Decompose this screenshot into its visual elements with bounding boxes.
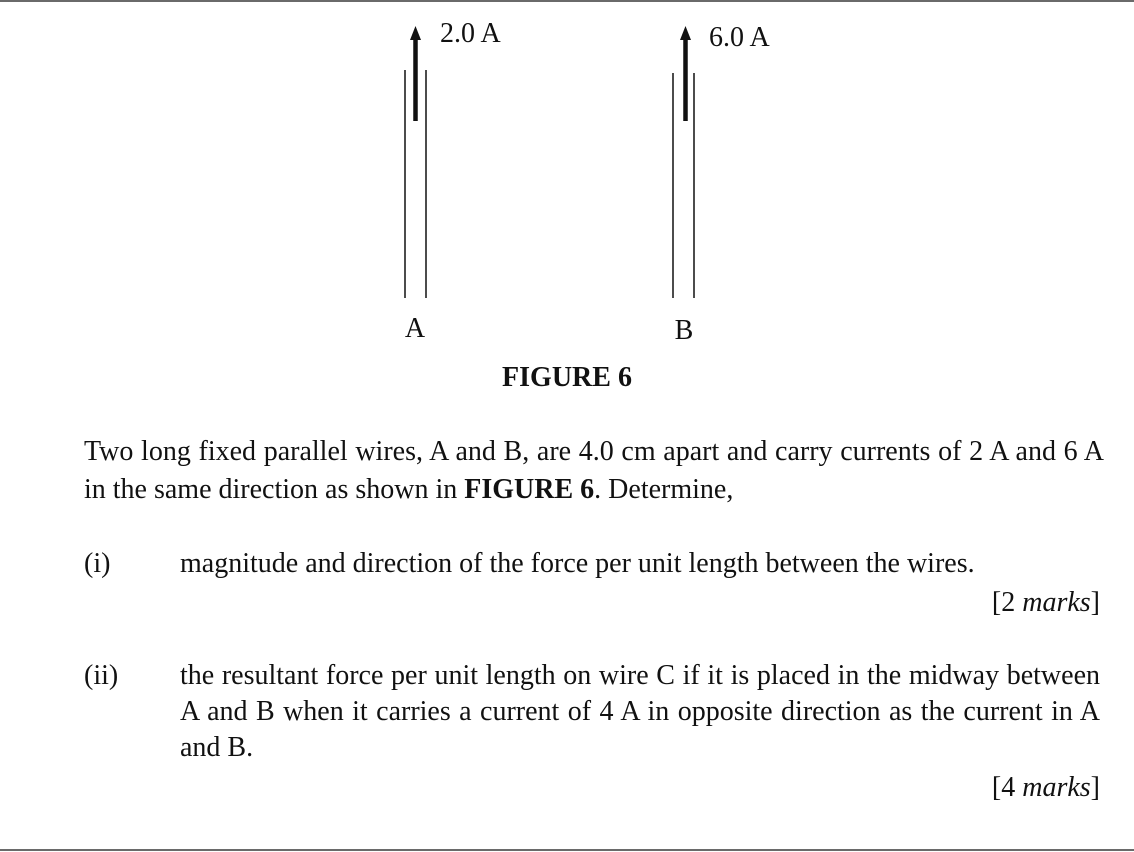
intro-text-end: . Determine, (594, 474, 734, 505)
wire-b-label: B (674, 315, 694, 346)
part-ii-text: the resultant force per unit length on wire C if it is placed in the midway between A and B when it carries a current of 4 A in opposite direction as the current in A and B. (180, 660, 1100, 763)
figure-reference: FIGURE 6 (464, 474, 595, 505)
part-ii-marks: [4 marks] (991, 772, 1100, 803)
figure-caption: FIGURE 6 (502, 362, 632, 393)
question-intro (84, 433, 1104, 509)
wire-a-label: A (404, 313, 426, 344)
current-b-label: 6.0 A (709, 22, 770, 53)
part-i-marks: [2 marks] (991, 587, 1100, 618)
part-ii-number: (ii) (84, 660, 119, 691)
current-arrow-a-head (410, 26, 421, 40)
part-i-number: (i) (84, 548, 111, 579)
current-a-label: 2.0 A (440, 18, 501, 49)
figure-6-diagram (0, 0, 1134, 360)
current-arrow-b-head (680, 26, 691, 40)
bottom-border-line (0, 849, 1134, 851)
intro-text-start: Two long fixed parallel wires, A and B, are 4.0 cm apart and carry currents of 2 A and 6 A in the same direction as shown in (84, 436, 1104, 505)
part-i-text: magnitude and direction of the force per unit length between the wires. (180, 548, 975, 579)
